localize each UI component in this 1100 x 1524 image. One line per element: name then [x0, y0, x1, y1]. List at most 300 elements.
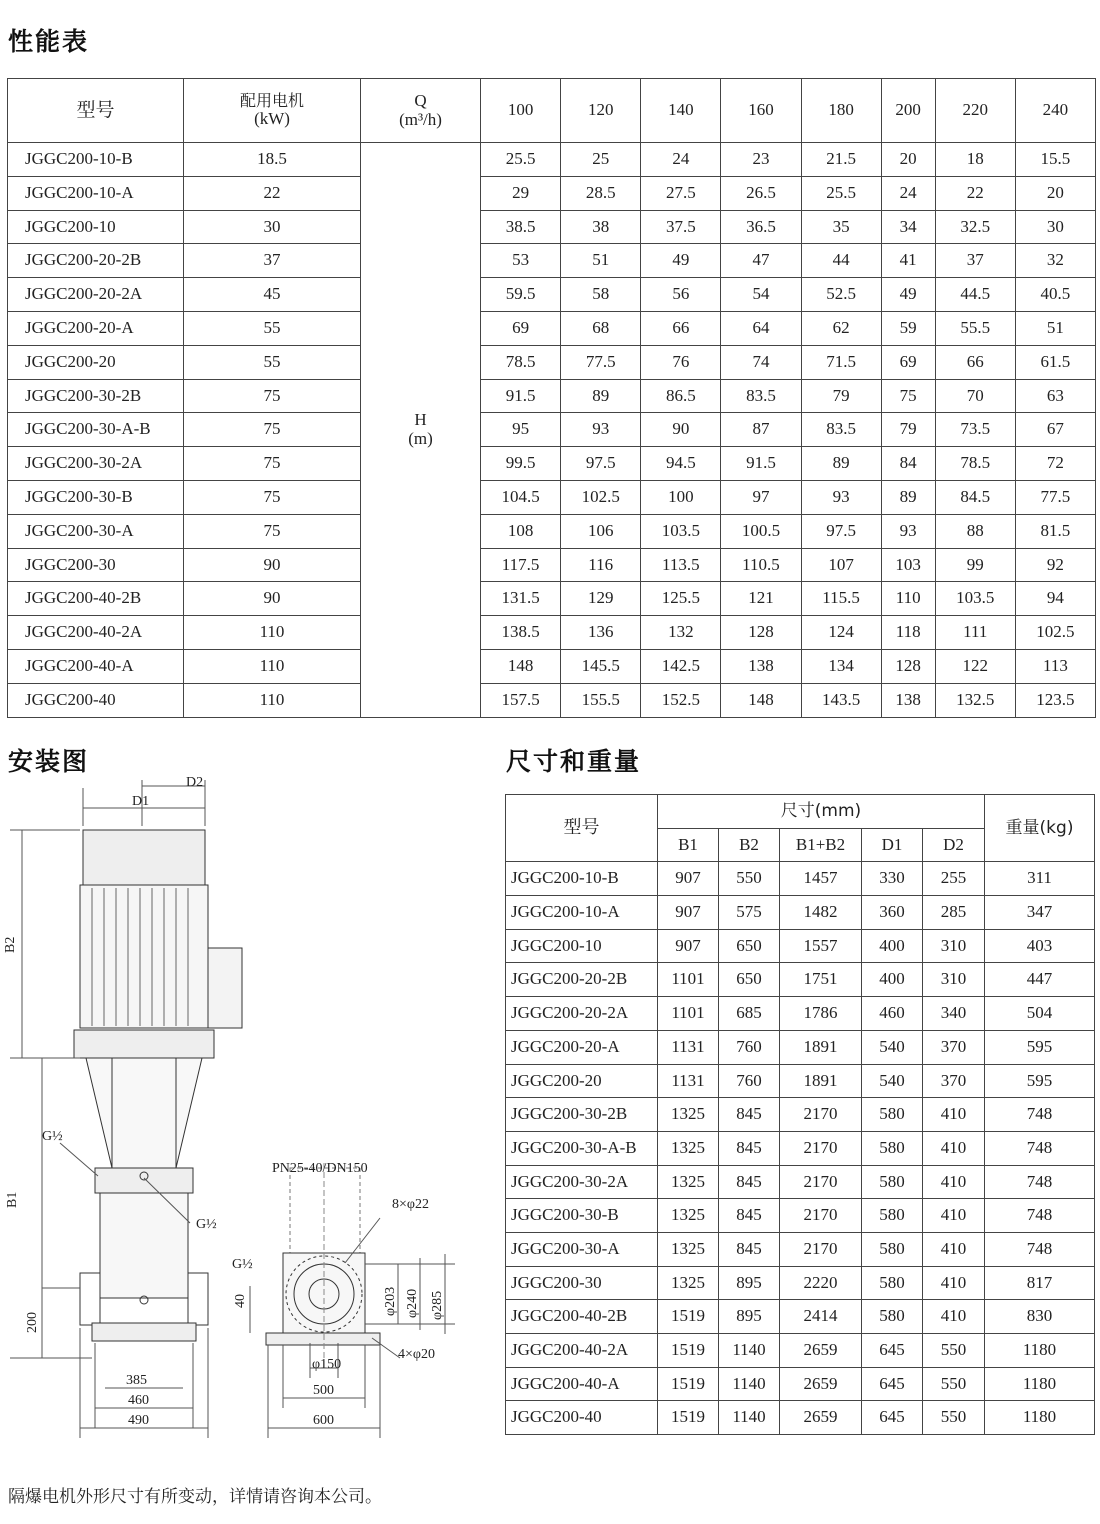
dimension-value-cell: 907	[658, 929, 719, 963]
flange-spec-label: PN25-40/DN150	[272, 1161, 368, 1176]
motor-power-cell: 45	[184, 278, 361, 312]
head-value-cell: 145.5	[561, 649, 641, 683]
dimension-value-cell: 1786	[780, 997, 862, 1031]
dimension-value-cell: 595	[985, 1064, 1095, 1098]
dimension-value-cell: 255	[923, 862, 985, 896]
model-cell: JGGC200-30-2B	[8, 379, 184, 413]
model-cell: JGGC200-40-2B	[8, 582, 184, 616]
head-value-cell: 67	[1015, 413, 1095, 447]
model-cell: JGGC200-20-2A	[8, 278, 184, 312]
head-value-cell: 121	[721, 582, 801, 616]
model-cell: JGGC200-40-2A	[8, 616, 184, 650]
model-cell: JGGC200-10	[8, 210, 184, 244]
head-value-cell: 75	[881, 379, 935, 413]
dimension-value-cell: 2659	[780, 1334, 862, 1368]
head-value-cell: 32.5	[935, 210, 1015, 244]
model-cell: JGGC200-30-B	[506, 1199, 658, 1233]
head-value-cell: 138.5	[481, 616, 561, 650]
dim-460-label: 460	[128, 1393, 149, 1408]
dimension-value-cell: 748	[985, 1098, 1095, 1132]
head-value-cell: 20	[881, 143, 935, 177]
head-value-cell: 148	[721, 683, 801, 717]
motor-power-cell: 90	[184, 548, 361, 582]
head-value-cell: 103.5	[641, 514, 721, 548]
head-value-cell: 35	[801, 210, 881, 244]
head-value-cell: 99	[935, 548, 1015, 582]
head-value-cell: 37	[935, 244, 1015, 278]
dimension-value-cell: 370	[923, 1030, 985, 1064]
motor-power-cell: 110	[184, 616, 361, 650]
footer-note: 隔爆电机外形尺寸有所变动，详情请咨询本公司。	[8, 1487, 382, 1507]
head-value-cell: 132	[641, 616, 721, 650]
dimension-value-cell: 817	[985, 1266, 1095, 1300]
head-value-cell: 37.5	[641, 210, 721, 244]
anchor-holes-label: 4×φ20	[398, 1347, 435, 1362]
head-value-cell: 89	[561, 379, 641, 413]
model-cell: JGGC200-30-2A	[8, 447, 184, 481]
motor-power-cell: 22	[184, 176, 361, 210]
flow-value: 220	[935, 79, 1015, 143]
dimension-value-cell: 580	[862, 1165, 923, 1199]
table-row	[8, 683, 1096, 717]
head-value-cell: 49	[641, 244, 721, 278]
table-row	[506, 1098, 1095, 1132]
dimension-value-cell: 2170	[780, 1165, 862, 1199]
head-value-cell: 89	[801, 447, 881, 481]
head-value-cell: 51	[1015, 311, 1095, 345]
table-row	[506, 1030, 1095, 1064]
table-row	[8, 278, 1096, 312]
motor-power-cell: 110	[184, 683, 361, 717]
table-row	[506, 1266, 1095, 1300]
model-cell: JGGC200-30-A	[506, 1232, 658, 1266]
dim-phi240-label: φ240	[405, 1288, 420, 1318]
head-value-cell: 21.5	[801, 143, 881, 177]
table-row	[8, 447, 1096, 481]
dimension-value-cell: 2170	[780, 1098, 862, 1132]
head-value-cell: 90	[641, 413, 721, 447]
head-value-cell: 123.5	[1015, 683, 1095, 717]
table-row	[506, 1334, 1095, 1368]
head-value-cell: 134	[801, 649, 881, 683]
dimension-value-cell: 504	[985, 997, 1095, 1031]
installation-drawing	[0, 768, 500, 1468]
dimension-value-cell: 907	[658, 862, 719, 896]
model-cell: JGGC200-20-A	[8, 311, 184, 345]
head-value-cell: 113.5	[641, 548, 721, 582]
dim-phi203-label: φ203	[383, 1286, 398, 1316]
head-value-cell: 138	[721, 649, 801, 683]
head-value-cell: 66	[935, 345, 1015, 379]
dimension-value-cell: 550	[719, 862, 780, 896]
dim-40-label: 40	[233, 1294, 248, 1308]
motor-power-cell: 55	[184, 345, 361, 379]
table-row	[8, 244, 1096, 278]
head-value-cell: 30	[1015, 210, 1095, 244]
head-value-cell: 97	[721, 480, 801, 514]
head-value-cell: 111	[935, 616, 1015, 650]
dim-200-label: 200	[25, 1312, 40, 1333]
motor-power-cell: 90	[184, 582, 361, 616]
head-value-cell: 148	[481, 649, 561, 683]
head-value-cell: 26.5	[721, 176, 801, 210]
head-value-cell: 25.5	[481, 143, 561, 177]
head-value-cell: 22	[935, 176, 1015, 210]
head-value-cell: 110	[881, 582, 935, 616]
dim-size-header: 尺寸(mm)	[658, 795, 985, 829]
head-value-cell: 25	[561, 143, 641, 177]
head-value-cell: 83.5	[721, 379, 801, 413]
table-row	[506, 1367, 1095, 1401]
g-half-label: G½	[42, 1129, 63, 1144]
dimension-value-cell: 580	[862, 1266, 923, 1300]
head-value-cell: 47	[721, 244, 801, 278]
head-value-cell: 84.5	[935, 480, 1015, 514]
head-value-cell: 116	[561, 548, 641, 582]
model-cell: JGGC200-10-A	[506, 896, 658, 930]
table-row	[506, 1199, 1095, 1233]
dimension-value-cell: 650	[719, 963, 780, 997]
head-value-cell: 76	[641, 345, 721, 379]
motor-power-cell: 55	[184, 311, 361, 345]
table-row	[8, 345, 1096, 379]
dim-500-label: 500	[313, 1383, 334, 1398]
model-header: 型号	[8, 79, 184, 143]
flow-value: 180	[801, 79, 881, 143]
dimension-value-cell: 845	[719, 1199, 780, 1233]
table-row	[506, 1401, 1095, 1435]
dimension-value-cell: 400	[862, 929, 923, 963]
model-cell: JGGC200-30-B	[8, 480, 184, 514]
head-value-cell: 106	[561, 514, 641, 548]
head-value-cell: 77.5	[1015, 480, 1095, 514]
dimension-value-cell: 580	[862, 1131, 923, 1165]
dimension-value-cell: 550	[923, 1401, 985, 1435]
head-value-cell: 61.5	[1015, 345, 1095, 379]
head-value-cell: 118	[881, 616, 935, 650]
head-value-cell: 25.5	[801, 176, 881, 210]
head-value-cell: 113	[1015, 649, 1095, 683]
dim-d1-label: D1	[132, 794, 150, 809]
installation-heading: 安装图	[8, 747, 90, 776]
dimension-value-cell: 460	[862, 997, 923, 1031]
dimension-value-cell: 650	[719, 929, 780, 963]
dimension-value-cell: 340	[923, 997, 985, 1031]
dimension-value-cell: 748	[985, 1131, 1095, 1165]
dimension-value-cell: 410	[923, 1098, 985, 1132]
flow-value: 240	[1015, 79, 1095, 143]
g-half-label: G½	[196, 1217, 217, 1232]
dimension-value-cell: 595	[985, 1030, 1095, 1064]
head-value-cell: 15.5	[1015, 143, 1095, 177]
dimension-value-cell: 410	[923, 1232, 985, 1266]
dimension-value-cell: 550	[923, 1367, 985, 1401]
dimension-value-cell: 1131	[658, 1030, 719, 1064]
dimension-value-cell: 1482	[780, 896, 862, 930]
table-row	[8, 379, 1096, 413]
head-value-cell: 62	[801, 311, 881, 345]
dimension-value-cell: 1180	[985, 1401, 1095, 1435]
head-value-cell: 71.5	[801, 345, 881, 379]
head-value-cell: 100.5	[721, 514, 801, 548]
head-value-cell: 28.5	[561, 176, 641, 210]
head-value-cell: 73.5	[935, 413, 1015, 447]
head-value-cell: 32	[1015, 244, 1095, 278]
model-cell: JGGC200-30-2B	[506, 1098, 658, 1132]
head-value-cell: 49	[881, 278, 935, 312]
model-cell: JGGC200-10	[506, 929, 658, 963]
table-row	[8, 176, 1096, 210]
dimension-value-cell: 311	[985, 862, 1095, 896]
dimension-value-cell: 645	[862, 1401, 923, 1435]
head-value-cell: 125.5	[641, 582, 721, 616]
model-cell: JGGC200-30-A-B	[8, 413, 184, 447]
table-row	[8, 616, 1096, 650]
dimension-value-cell: 330	[862, 862, 923, 896]
model-cell: JGGC200-40-A	[506, 1367, 658, 1401]
dimension-value-cell: 410	[923, 1300, 985, 1334]
head-value-cell: 94	[1015, 582, 1095, 616]
dimension-value-cell: 748	[985, 1165, 1095, 1199]
dimension-value-cell: 1325	[658, 1131, 719, 1165]
dimension-value-cell: 1140	[719, 1334, 780, 1368]
dimension-value-cell: 580	[862, 1232, 923, 1266]
model-cell: JGGC200-40-A	[8, 649, 184, 683]
model-cell: JGGC200-20	[506, 1064, 658, 1098]
model-cell: JGGC200-40	[8, 683, 184, 717]
dim-model-header: 型号	[506, 795, 658, 862]
table-row	[506, 896, 1095, 930]
motor-power-cell: 75	[184, 379, 361, 413]
head-value-cell: 100	[641, 480, 721, 514]
flow-value: 120	[561, 79, 641, 143]
dim-col-header: B1+B2	[780, 828, 862, 862]
dimension-value-cell: 1891	[780, 1030, 862, 1064]
table-row	[8, 514, 1096, 548]
head-value-cell: 93	[561, 413, 641, 447]
bolt-holes-label: 8×φ22	[392, 1197, 429, 1212]
head-value-cell: 56	[641, 278, 721, 312]
dimension-value-cell: 895	[719, 1300, 780, 1334]
performance-table	[7, 78, 1096, 718]
head-value-cell: 99.5	[481, 447, 561, 481]
head-value-cell: 110.5	[721, 548, 801, 582]
dimension-value-cell: 1325	[658, 1098, 719, 1132]
dimension-value-cell: 1325	[658, 1165, 719, 1199]
dimension-value-cell: 1101	[658, 963, 719, 997]
head-value-cell: 64	[721, 311, 801, 345]
head-value-cell: 117.5	[481, 548, 561, 582]
dimension-value-cell: 1140	[719, 1401, 780, 1435]
table-row	[506, 929, 1095, 963]
motor-power-cell: 75	[184, 413, 361, 447]
head-value-cell: 44	[801, 244, 881, 278]
model-cell: JGGC200-30-A	[8, 514, 184, 548]
head-value-cell: 108	[481, 514, 561, 548]
table-row	[506, 1232, 1095, 1266]
head-value-cell: 69	[881, 345, 935, 379]
head-value-cell: 103	[881, 548, 935, 582]
dimension-value-cell: 370	[923, 1064, 985, 1098]
head-value-cell: 69	[481, 311, 561, 345]
dim-col-header: B2	[719, 828, 780, 862]
head-value-cell: 18	[935, 143, 1015, 177]
head-value-cell: 129	[561, 582, 641, 616]
head-value-cell: 81.5	[1015, 514, 1095, 548]
dimension-value-cell: 845	[719, 1131, 780, 1165]
dimension-value-cell: 310	[923, 929, 985, 963]
head-value-cell: 78.5	[481, 345, 561, 379]
head-value-cell: 92	[1015, 548, 1095, 582]
dimension-value-cell: 1101	[658, 997, 719, 1031]
dimension-value-cell: 1180	[985, 1367, 1095, 1401]
dimension-value-cell: 403	[985, 929, 1095, 963]
dimension-value-cell: 550	[923, 1334, 985, 1368]
head-value-cell: 29	[481, 176, 561, 210]
dimension-value-cell: 410	[923, 1165, 985, 1199]
dim-b2-label: B2	[3, 936, 18, 953]
head-value-cell: 91.5	[481, 379, 561, 413]
head-value-cell: 102.5	[1015, 616, 1095, 650]
dimension-value-cell: 748	[985, 1199, 1095, 1233]
table-row	[506, 963, 1095, 997]
model-cell: JGGC200-40-2A	[506, 1334, 658, 1368]
dimension-value-cell: 830	[985, 1300, 1095, 1334]
head-value-cell: 115.5	[801, 582, 881, 616]
dimension-value-cell: 845	[719, 1165, 780, 1199]
performance-header-row	[8, 79, 1096, 143]
dimension-value-cell: 1519	[658, 1367, 719, 1401]
dimension-value-cell: 410	[923, 1199, 985, 1233]
model-cell: JGGC200-20-2A	[506, 997, 658, 1031]
dim-d2-label: D2	[186, 775, 204, 790]
head-value-cell: 94.5	[641, 447, 721, 481]
dimension-value-cell: 400	[862, 963, 923, 997]
table-row	[8, 143, 1096, 177]
head-value-cell: 79	[801, 379, 881, 413]
model-cell: JGGC200-30	[506, 1266, 658, 1300]
head-value-cell: 84	[881, 447, 935, 481]
dimension-value-cell: 685	[719, 997, 780, 1031]
model-cell: JGGC200-20-A	[506, 1030, 658, 1064]
dimensions-header-row	[506, 795, 1095, 829]
head-value-cell: 155.5	[561, 683, 641, 717]
dimension-value-cell: 575	[719, 896, 780, 930]
dimension-value-cell: 1140	[719, 1367, 780, 1401]
dimension-value-cell: 1751	[780, 963, 862, 997]
dimension-value-cell: 347	[985, 896, 1095, 930]
dimension-value-cell: 760	[719, 1064, 780, 1098]
dimensions-heading: 尺寸和重量	[506, 747, 642, 776]
dimension-value-cell: 2414	[780, 1300, 862, 1334]
head-value-cell: 104.5	[481, 480, 561, 514]
dimension-value-cell: 540	[862, 1064, 923, 1098]
head-value-cell: 143.5	[801, 683, 881, 717]
dimension-value-cell: 895	[719, 1266, 780, 1300]
table-row	[8, 311, 1096, 345]
head-value-cell: 78.5	[935, 447, 1015, 481]
model-cell: JGGC200-20-2B	[8, 244, 184, 278]
dimension-value-cell: 845	[719, 1232, 780, 1266]
head-value-cell: 142.5	[641, 649, 721, 683]
motor-power-cell: 37	[184, 244, 361, 278]
head-value-cell: 20	[1015, 176, 1095, 210]
model-cell: JGGC200-10-A	[8, 176, 184, 210]
dimension-value-cell: 1519	[658, 1300, 719, 1334]
dimension-value-cell: 1519	[658, 1401, 719, 1435]
motor-power-cell: 18.5	[184, 143, 361, 177]
head-value-cell: 27.5	[641, 176, 721, 210]
head-value-cell: 93	[801, 480, 881, 514]
head-value-cell: 59.5	[481, 278, 561, 312]
table-row	[8, 480, 1096, 514]
head-value-cell: 66	[641, 311, 721, 345]
head-value-cell: 91.5	[721, 447, 801, 481]
motor-power-cell: 75	[184, 480, 361, 514]
head-value-cell: 128	[721, 616, 801, 650]
flow-value: 160	[721, 79, 801, 143]
table-row	[8, 548, 1096, 582]
dim-b1-label: B1	[5, 1191, 20, 1208]
dimension-value-cell: 580	[862, 1098, 923, 1132]
dimension-value-cell: 748	[985, 1232, 1095, 1266]
dimension-value-cell: 1557	[780, 929, 862, 963]
dimension-value-cell: 2170	[780, 1199, 862, 1233]
dimension-value-cell: 2170	[780, 1131, 862, 1165]
head-value-cell: 95	[481, 413, 561, 447]
dim-weight-header: 重量(kg)	[985, 795, 1095, 862]
dimension-value-cell: 2170	[780, 1232, 862, 1266]
head-value-cell: 70	[935, 379, 1015, 413]
dimension-value-cell: 1457	[780, 862, 862, 896]
head-value-cell: 54	[721, 278, 801, 312]
head-value-cell: 23	[721, 143, 801, 177]
head-value-cell: 53	[481, 244, 561, 278]
dim-col-header: D2	[923, 828, 985, 862]
dimension-value-cell: 1325	[658, 1266, 719, 1300]
model-cell: JGGC200-30-2A	[506, 1165, 658, 1199]
head-value-cell: 79	[881, 413, 935, 447]
head-value-cell: 83.5	[801, 413, 881, 447]
table-row	[506, 862, 1095, 896]
table-row	[506, 1300, 1095, 1334]
dimension-value-cell: 2659	[780, 1367, 862, 1401]
head-value-cell: 136	[561, 616, 641, 650]
head-value-cell: 122	[935, 649, 1015, 683]
dimension-value-cell: 285	[923, 896, 985, 930]
model-cell: JGGC200-20	[8, 345, 184, 379]
dimension-value-cell: 1519	[658, 1334, 719, 1368]
head-value-cell: 34	[881, 210, 935, 244]
model-cell: JGGC200-40	[506, 1401, 658, 1435]
head-value-cell: 87	[721, 413, 801, 447]
dimension-value-cell: 540	[862, 1030, 923, 1064]
head-value-cell: 68	[561, 311, 641, 345]
table-row	[8, 210, 1096, 244]
table-row	[506, 1165, 1095, 1199]
motor-power-cell: 110	[184, 649, 361, 683]
head-value-cell: 44.5	[935, 278, 1015, 312]
head-value-cell: 107	[801, 548, 881, 582]
head-value-cell: 128	[881, 649, 935, 683]
head-value-cell: 55.5	[935, 311, 1015, 345]
motor-power-cell: 30	[184, 210, 361, 244]
table-row	[506, 1131, 1095, 1165]
dim-phi150-label: φ150	[312, 1357, 342, 1372]
dimension-value-cell: 2659	[780, 1401, 862, 1435]
g-half-label: G½	[232, 1257, 253, 1272]
dimension-value-cell: 845	[719, 1098, 780, 1132]
